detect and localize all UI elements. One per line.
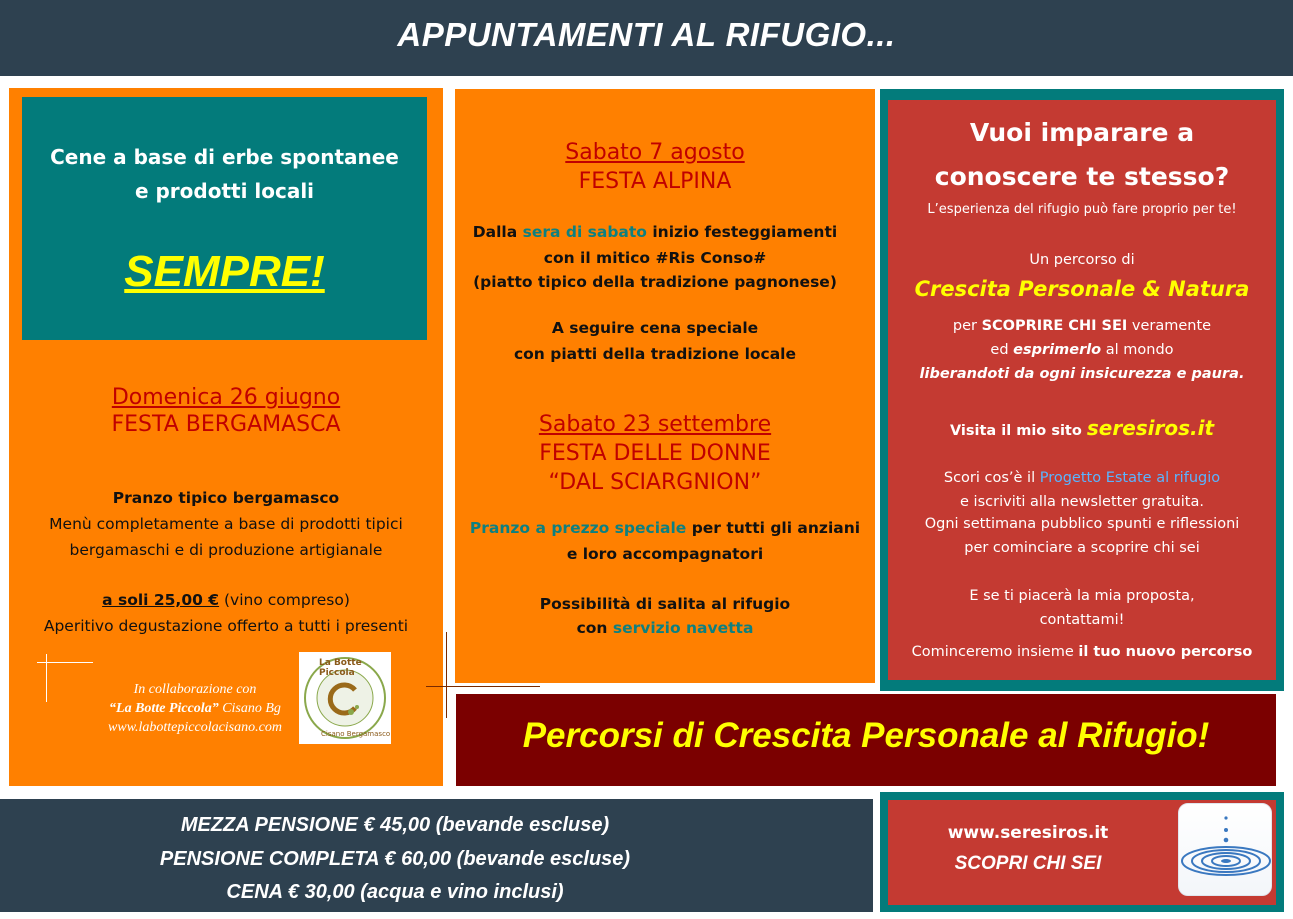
question-subtitle: L’esperienza del rifugio può fare proprio per te! [927,202,1237,217]
donne-line-4: con servizio navetta [576,619,754,637]
event1-date: Sabato 7 agosto [565,140,745,165]
lunch-desc-2: bergamaschi e di produzione artigianale [69,541,383,559]
price-amount: a soli 25,00 € [102,591,220,609]
path-line-2: ed esprimerlo al mondo [990,342,1174,358]
price-full-board: PENSIONE COMPLETA € 60,00 (bevande escluse) [159,848,631,870]
alpina-line-5: con piatti della tradizione locale [513,345,797,363]
path-line-3: liberandoti da ogni insicurezza e paura. [919,366,1245,382]
collab-website[interactable]: www.labottepiccolacisano.com [108,720,282,735]
event2-name-1: FESTA DELLE DONNE [539,441,771,466]
crop-mark [446,632,447,718]
festa-donne-details [455,516,875,646]
dinner-line-1: Cene a base di erbe spontanee [50,145,399,169]
logo-text: La Botte Piccola [319,658,362,678]
festa-alpina-section [455,140,855,194]
price-half-board: MEZZA PENSIONE € 45,00 (bevande escluse) [180,814,610,836]
project-line-2: e iscriviti alla newsletter gratuita. [960,494,1204,510]
event2-date: Sabato 23 settembre [538,412,772,437]
logo-subtext: Cisano Bergamasco [321,730,391,738]
crop-mark [46,654,47,702]
banner-text: Percorsi di Crescita Personale al Rifugio! [522,716,1210,755]
collab-partner: “La Botte Piccola” Cisano Bg [109,701,281,716]
project-line-1: Scori cos’è il Progetto Estate al rifugio [943,470,1221,486]
path-line-1: per SCOPRIRE CHI SEI veramente [952,318,1212,334]
alpina-line-1: Dalla sera di sabato inizio festeggiamenti [472,223,838,241]
header-bar [0,0,1293,76]
price-line [9,588,443,614]
event2-name-2: “DAL SCIARGNION” [548,470,762,495]
sempre-highlight: SEMPRE! [124,247,325,296]
alpina-line-3: (piatto tipico della tradizione pagnonese) [473,273,837,291]
website-line: Visita il mio sito seresiros.it [949,416,1215,440]
page-title: APPUNTAMENTI AL RIFUGIO... [397,16,896,53]
always-dinner-box [22,97,427,340]
collab-line: In collaborazione con [133,682,257,697]
lunch-desc-1: Menù completamente a base di prodotti tipici [49,515,403,533]
price-dinner: CENA € 30,00 (acqua e vino inclusi) [226,881,564,903]
donne-line-3: Possibilità di salita al rifugio [539,595,791,613]
festa-alpina-details [455,220,855,370]
collaboration-note [100,680,290,737]
contact-line-1: E se ti piacerà la mia proposta, [969,588,1195,604]
project-link[interactable]: Progetto Estate al rifugio [1039,470,1221,486]
footer-website[interactable]: www.seresiros.it [947,823,1109,843]
contact-line-2: contattami! [1039,612,1125,628]
water-drop-icon [1178,803,1272,896]
path-intro: Un percorso di [1029,252,1135,268]
personal-growth-panel [888,100,1276,680]
question-line-2: conoscere te stesso? [934,162,1230,191]
footer-slogan: SCOPRI CHI SEI [954,853,1102,874]
lunch-title: Pranzo tipico bergamasco [112,489,340,507]
crop-mark [426,686,540,687]
donne-line-1: Pranzo a prezzo speciale per tutti gli anziani [469,519,861,537]
donne-line-2: e loro accompagnatori [566,545,764,563]
price-note: (vino compreso) [219,591,350,609]
prices-panel [0,799,873,912]
aperitivo-line: Aperitivo degustazione offerto a tutti i presenti [43,617,409,635]
alpina-line-4: A seguire cena speciale [551,319,759,337]
project-line-4: per cominciare a scoprire chi sei [964,540,1200,556]
alpina-line-2: con il mitico #Ris Conso# [543,249,767,267]
event1-name: FESTA ALPINA [578,169,732,194]
dinner-line-2: e prodotti locali [134,179,315,203]
growth-banner [456,694,1276,786]
question-line-1: Vuoi imparare a [969,118,1195,147]
website-link[interactable]: seresiros.it [1086,416,1215,440]
festa-bergamasca-section [9,385,443,437]
path-title: Crescita Personale & Natura [914,277,1250,301]
event-date: Domenica 26 giugno [111,385,341,410]
event-name: FESTA BERGAMASCA [111,412,341,437]
festa-donne-section [455,412,855,495]
contact-line-3: Cominceremo insieme il tuo nuovo percorso [911,644,1253,660]
festa-bergamasca-details [9,486,443,646]
project-line-3: Ogni settimana pubblico spunti e riflessioni [924,516,1240,532]
la-botte-piccola-logo [299,652,391,744]
